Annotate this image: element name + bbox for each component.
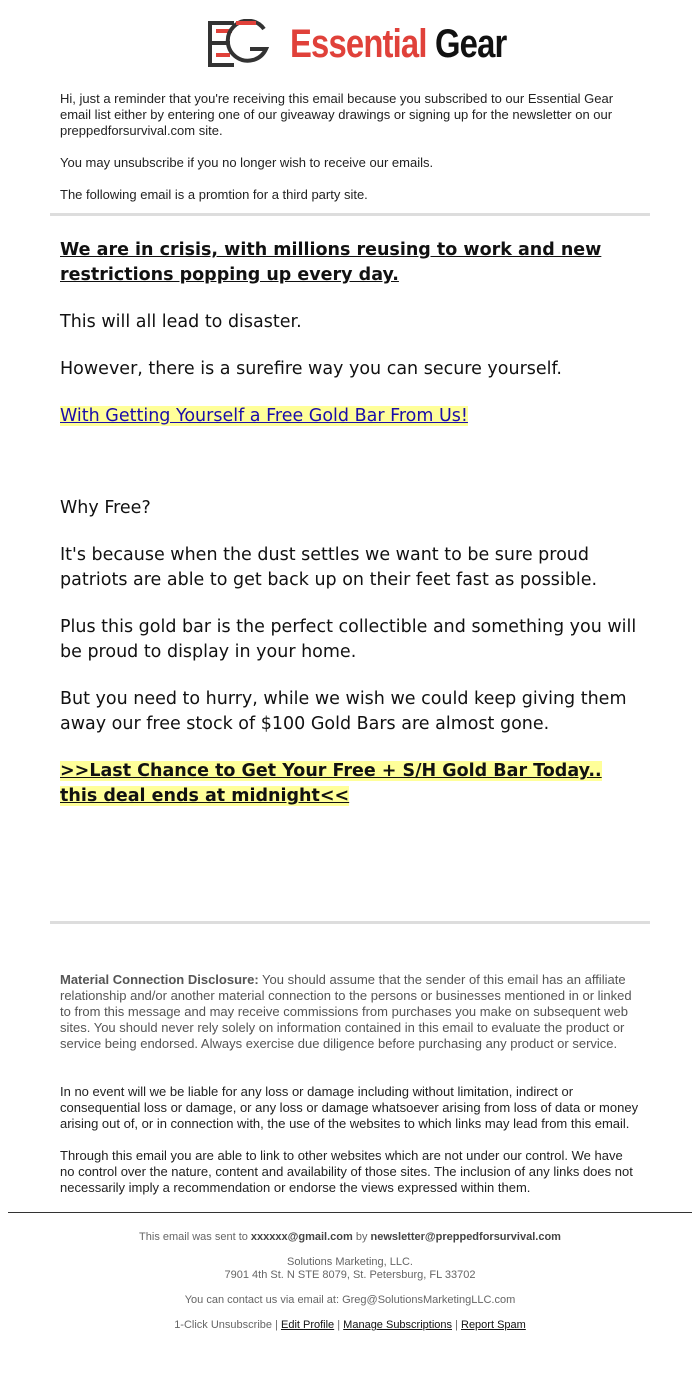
paragraph: Plus this gold bar is the perfect collectible and something you will be proud to display in your home. — [60, 617, 637, 662]
intro-promotion: The following email is a promtion for a third party site. — [60, 187, 368, 202]
paragraph: This will all lead to disaster. — [60, 312, 302, 332]
manage-subscriptions-link[interactable]: Manage Subscriptions — [343, 1319, 453, 1331]
main-content — [50, 216, 650, 921]
paragraph: But you need to hurry, while we wish we could keep giving them away our free stock of $100 Gold Bars are almost gone. — [60, 689, 627, 734]
edit-profile-link[interactable]: Edit Profile — [280, 1319, 335, 1331]
disclosure: Material Connection Disclosure: You should assume that the sender of this email has an affiliate relationship and/or another material connection to the persons or businesses mentioned in or linked to from this message and may receive commissions from purchases you make on subsequent web sites. You should never rely solely on information contained in this email to evaluate the product or service being endorsed. Always exercise due diligence before purchasing any product or service. — [60, 972, 632, 1051]
gold-bar-link[interactable]: With Getting Yourself a Free Gold Bar From Us! — [60, 406, 468, 426]
headline: We are in crisis, with millions reusing to work and new restrictions popping up every day. — [60, 240, 602, 285]
paragraph: Why Free? — [60, 498, 151, 518]
intro-unsubscribe: You may unsubscribe if you no longer wish to receive our emails. — [60, 155, 434, 170]
paragraph: However, there is a surefire way you can secure yourself. — [60, 359, 562, 379]
cta-link[interactable]: >>Last Chance to Get Your Free + S/H Gold Bar Today.. this deal ends at midnight<< — [60, 761, 602, 806]
legal: In no event will we be liable for any loss or damage including without limitation, indirect or consequential loss or damage, or any loss or damage whatsoever arising from loss of data or money arising out of, or in connection with, the use of the websites to which links may lead from this email. Through this email you are able to link to other websites which are not under our control. We have no control over the nature, content and availability of those sites. The inclusion of any links does not necessarily imply a recommendation or endorse the views expressed within them. — [60, 1084, 639, 1195]
unsubscribe-link[interactable]: 1-Click Unsubscribe — [174, 1319, 272, 1331]
eg-logo-icon — [206, 19, 270, 69]
paragraph: It's because when the dust settles we want to be sure proud patriots are able to get back up on their feet fast as possible. — [60, 545, 598, 590]
footer: This email was sent to xxxxxx@gmail.com by newsletter@preppedforsurvival.com Solutions Marketing, LLC. 7901 4th St. N STE 8079, St. Petersburg, FL 33702 You can contact us via email at: Greg@SolutionsMarketingLLC.com 1-Click Unsubscribe | Edit Profile | Manage Subscriptions | Report Spam — [139, 1231, 561, 1331]
logo — [50, 0, 650, 88]
intro-reminder: Hi, just a reminder that you're receiving this email because you subscribed to our Essential Gear email list either by entering one of our giveaway drawings or signing up for the newsletter on our preppedforsurvival.com site. — [60, 91, 614, 138]
logo-text: Essential Gear — [290, 21, 507, 66]
report-spam-link[interactable]: Report Spam — [461, 1319, 526, 1331]
intro — [50, 88, 650, 213]
